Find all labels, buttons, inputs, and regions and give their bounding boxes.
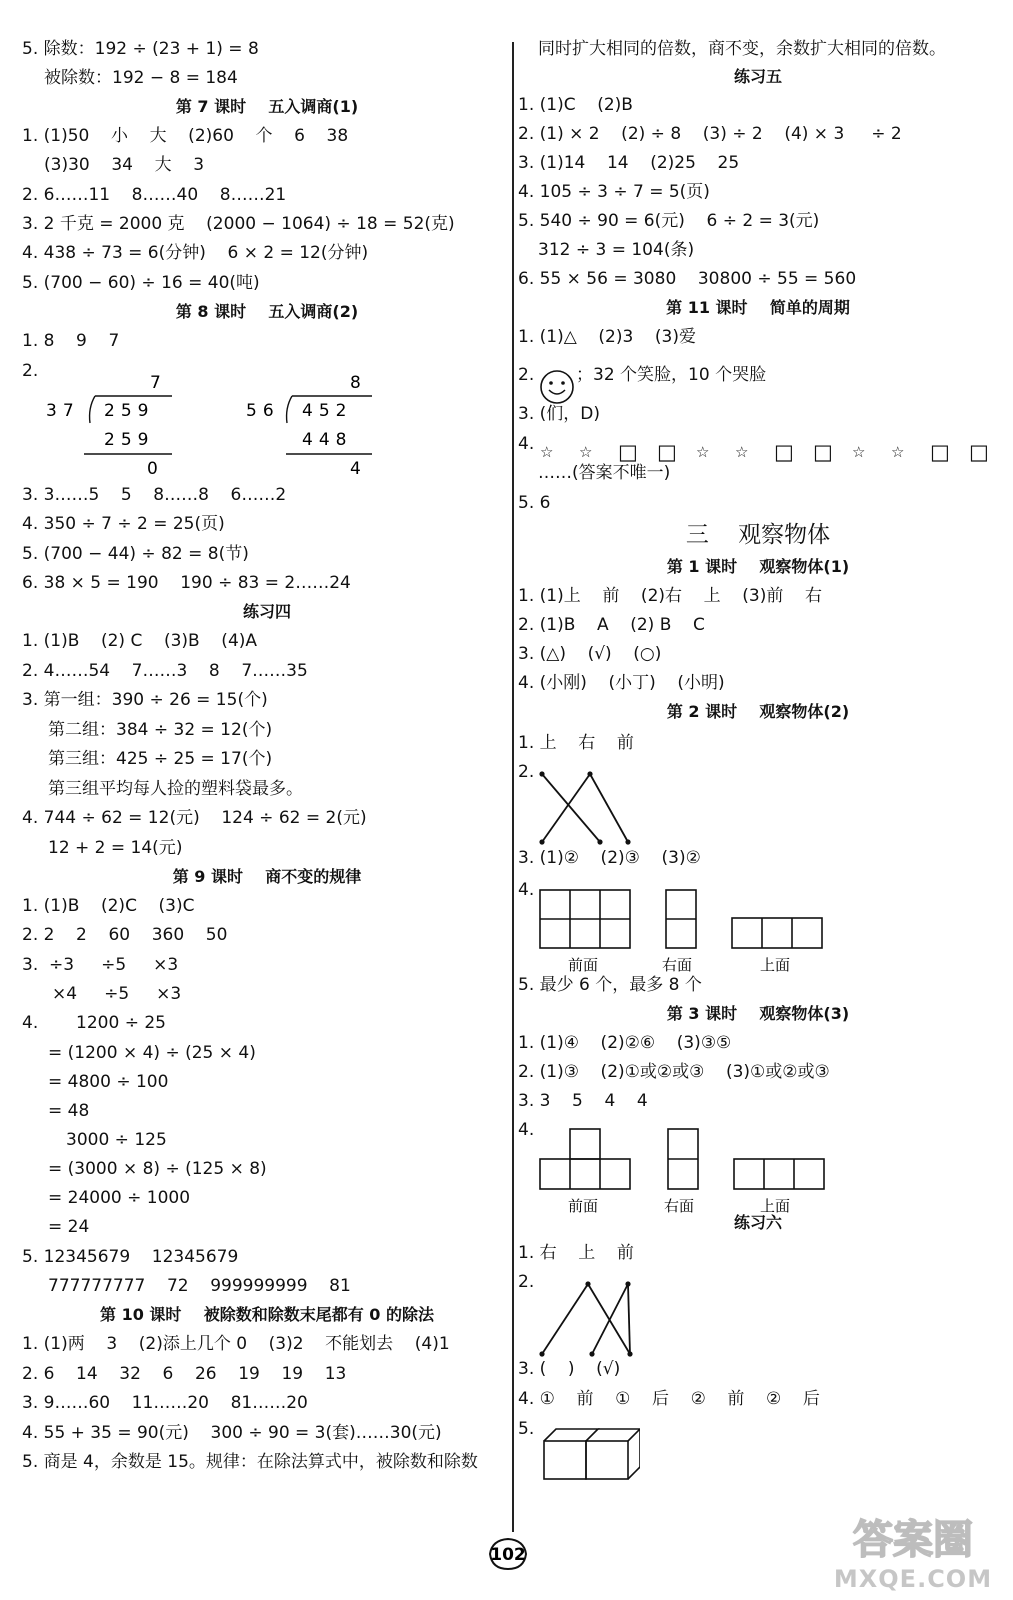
answer-line: 5. 6 (518, 493, 551, 513)
answer-line: 3. 9……60 11……20 81……20 (22, 1393, 308, 1413)
section-heading: 第 9 课时 商不变的规律 (172, 867, 362, 886)
answer-line: 2. 6 14 32 6 26 19 19 13 (22, 1364, 347, 1384)
answer-line: 3. (△) (√) (○) (518, 644, 662, 664)
answer-line: 5. 540 ÷ 90 = 6(元) 6 ÷ 2 = 3(元) (518, 211, 820, 231)
watermark-title: 答案圈 (853, 1517, 973, 1563)
answer-line: 2. (1) × 2 (2) ÷ 8 (3) ÷ 2 (4) × 3 ÷ 2 (518, 124, 902, 144)
product-b: 448 (302, 430, 353, 450)
answer-line: 2. (518, 365, 535, 385)
square-symbol: □ (930, 440, 950, 464)
matching-lines-a (530, 768, 640, 848)
views-diagram-3 (538, 1125, 838, 1221)
star-symbol: ☆ (735, 443, 749, 461)
answer-line: = 48 (48, 1101, 90, 1121)
unit-title: 三 观察物体 (685, 522, 831, 548)
divisor-b: 56 (246, 401, 280, 421)
answer-line: 第二组：384 ÷ 32 = 12(个) (48, 720, 273, 740)
smiley-face-icon (538, 368, 576, 406)
answer-line: 1. 上 右 前 (518, 733, 634, 753)
long-division-diagrams (40, 368, 400, 486)
star-symbol: ☆ (579, 443, 593, 461)
label-top-2: 上面 (760, 1197, 791, 1215)
answer-line: = (1200 × 4) ÷ (25 × 4) (48, 1043, 256, 1063)
answer-line: 1. (1)B (2) C (3)B (4)A (22, 631, 258, 651)
answer-line: = 4800 ÷ 100 (48, 1072, 169, 1092)
watermark-logo (818, 1505, 1008, 1595)
cube-drawing (540, 1425, 640, 1483)
answer-line: 6. 38 × 5 = 190 190 ÷ 83 = 2……24 (22, 573, 351, 593)
shape-pattern (540, 441, 990, 467)
star-symbol: ☆ (696, 443, 710, 461)
answer-line: 5. 最少 6 个，最多 8 个 (518, 975, 702, 995)
long-division-a (46, 373, 172, 479)
answer-line: 4. 744 ÷ 62 = 12(元) 124 ÷ 62 = 2(元) (22, 808, 367, 828)
section-heading: 第 1 课时 观察物体(1) (666, 557, 850, 576)
answer-line: 3. 第一组：390 ÷ 26 = 15(个) (22, 690, 268, 710)
answer-line: 5. (700 − 44) ÷ 82 = 8(节) (22, 544, 249, 564)
answer-line: 第三组平均每人捡的塑料袋最多。 (48, 779, 303, 799)
square-symbol: □ (969, 440, 989, 464)
answer-line: 4. (518, 880, 535, 900)
label-front: 前面 (568, 956, 599, 974)
section-heading: 练习四 (242, 602, 291, 621)
answer-line: 4. 350 ÷ 7 ÷ 2 = 25(页) (22, 514, 225, 534)
matching-lines-b (532, 1278, 652, 1362)
page-number: 102 (490, 1545, 526, 1565)
star-symbol: ☆ (852, 443, 866, 461)
answer-line: ……(答案不唯一) (538, 463, 671, 483)
answer-line: 4. 105 ÷ 3 ÷ 7 = 5(页) (518, 182, 710, 202)
answer-line: 3. (们，D) (518, 404, 600, 424)
page-number-badge (486, 1536, 530, 1572)
quotient-b: 8 (350, 373, 361, 393)
remainder-a: 0 (147, 459, 158, 479)
star-symbol: ☆ (540, 443, 554, 461)
answer-line: 2. (1)B A (2) B C (518, 615, 705, 635)
answer-line: 1. 8 9 7 (22, 331, 120, 351)
divisor-a: 37 (46, 401, 80, 421)
answer-line: 2. (1)③ (2)①或②或③ (3)①或②或③ (518, 1062, 830, 1082)
answer-line: 2. 4……54 7……3 8 7……35 (22, 661, 308, 681)
answer-line: 4. (小刚) (小丁) (小明) (518, 673, 725, 693)
answer-line: 3000 ÷ 125 (66, 1130, 167, 1150)
square-symbol: □ (774, 440, 794, 464)
answer-line: 6. 55 × 56 = 3080 30800 ÷ 55 = 560 (518, 269, 857, 289)
answer-line: 4. (518, 434, 535, 454)
section-heading: 第 2 课时 观察物体(2) (666, 702, 850, 721)
answer-line: 第三组：425 ÷ 25 = 17(个) (48, 749, 273, 769)
answer-line: 2. 6……11 8……40 8……21 (22, 185, 287, 205)
answer-line: 4. (518, 1120, 535, 1140)
answer-line: 5. 商是 4，余数是 15。规律：在除法算式中，被除数和除数 (22, 1452, 478, 1472)
answer-line: 被除数：192 − 8 = 184 (44, 68, 238, 88)
answer-line: 5. 除数：192 ÷ (23 + 1) = 8 (22, 39, 259, 59)
answer-line: 1. (1)C (2)B (518, 95, 633, 115)
star-symbol: ☆ (891, 443, 905, 461)
square-symbol: □ (618, 440, 638, 464)
answer-line: 4. ① 前 ① 后 ② 前 ② 后 (518, 1389, 820, 1409)
answer-line: 1. (1)④ (2)②⑥ (3)③⑤ (518, 1033, 732, 1053)
answer-line: = 24 (48, 1217, 90, 1237)
section-heading: 第 8 课时 五入调商(2) (175, 302, 359, 321)
answer-line: 2. (518, 1272, 535, 1292)
section-heading: 第 3 课时 观察物体(3) (666, 1004, 850, 1023)
section-heading: 第 7 课时 五入调商(1) (175, 97, 359, 116)
dividend-b: 452 (302, 401, 353, 421)
square-symbol: □ (813, 440, 833, 464)
answer-line: = 24000 ÷ 1000 (48, 1188, 191, 1208)
long-division-b (246, 373, 372, 479)
answer-line: 1. (1)两 3 (2)添上几个 0 (3)2 不能划去 (4)1 (22, 1334, 450, 1354)
answer-line: 5. 12345679 12345679 (22, 1247, 239, 1267)
answer-line: 1. 右 上 前 (518, 1243, 634, 1263)
answer-line: 2. (518, 762, 535, 782)
answer-line: 4. 55 + 35 = 90(元) 300 ÷ 90 = 3(套)……30(元) (22, 1423, 442, 1443)
answer-line: 4. 438 ÷ 73 = 6(分钟) 6 × 2 = 12(分钟) (22, 243, 369, 263)
answer-line: 3. ÷3 ÷5 ×3 (22, 955, 179, 975)
answer-line: 同时扩大相同的倍数，商不变，余数扩大相同的倍数。 (538, 39, 946, 59)
answer-line: ×4 ÷5 ×3 (52, 984, 182, 1004)
dividend-a: 259 (104, 401, 155, 421)
answer-line: 777777777 72 999999999 81 (48, 1276, 351, 1296)
answer-line: 1. (1)△ (2)3 (3)爱 (518, 327, 696, 347)
section-heading: 练习六 (733, 1213, 782, 1232)
answer-line: 3. ( ) (√) (518, 1359, 621, 1379)
remainder-b: 4 (350, 459, 361, 479)
views-diagram-2 (538, 888, 838, 976)
answer-line: ；32 个笑脸，10 个哭脸 (576, 365, 767, 385)
label-right: 右面 (662, 956, 693, 974)
answer-line: 3. 2 千克 = 2000 克 (2000 − 1064) ÷ 18 = 52(克) (22, 214, 455, 234)
answer-line: 1. (1)50 小 大 (2)60 个 6 38 (22, 126, 349, 146)
answer-line: 3. 3……5 5 8……8 6……2 (22, 485, 287, 505)
answer-line: 3. (1)14 14 (2)25 25 (518, 153, 740, 173)
quotient-a: 7 (150, 373, 161, 393)
label-right-2: 右面 (664, 1197, 695, 1215)
answer-line: = (3000 × 8) ÷ (125 × 8) (48, 1159, 267, 1179)
section-heading: 第 11 课时 简单的周期 (666, 298, 850, 317)
answer-line: 4. 1200 ÷ 25 (22, 1013, 166, 1033)
section-heading: 第 10 课时 被除数和除数末尾都有 0 的除法 (100, 1305, 434, 1324)
answer-line: 2. (22, 361, 39, 381)
answer-line: 5. (518, 1419, 535, 1439)
answer-line: 1. (1)B (2)C (3)C (22, 896, 195, 916)
square-symbol: □ (657, 440, 677, 464)
label-front-2: 前面 (568, 1197, 599, 1215)
answer-line: 5. (700 − 60) ÷ 16 = 40(吨) (22, 273, 260, 293)
answer-line: 12 + 2 = 14(元) (48, 838, 183, 858)
watermark-url: MXQE.COM (833, 1565, 993, 1593)
product-a: 259 (104, 430, 155, 450)
answer-line: 1. (1)上 前 (2)右 上 (3)前 右 (518, 586, 822, 606)
label-top: 上面 (760, 956, 791, 974)
answer-line: (3)30 34 大 3 (44, 155, 205, 175)
answer-line: 2. 2 2 60 360 50 (22, 925, 228, 945)
answer-line: 3. 3 5 4 4 (518, 1091, 648, 1111)
answer-line: 312 ÷ 3 = 104(条) (538, 240, 695, 260)
section-heading: 练习五 (733, 67, 782, 86)
column-divider (512, 42, 514, 1532)
answer-line: 3. (1)② (2)③ (3)② (518, 848, 701, 868)
